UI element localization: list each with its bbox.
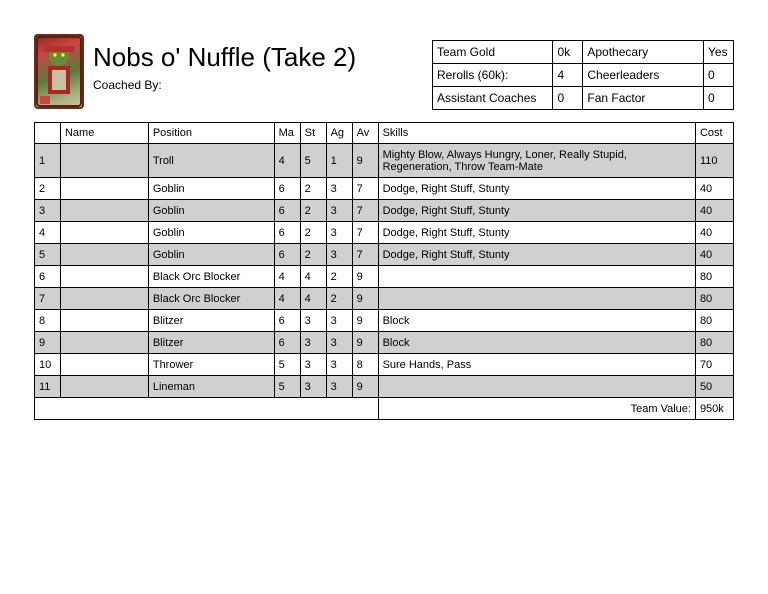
- cell-name: [60, 178, 148, 200]
- info-label: Fan Factor: [583, 87, 704, 110]
- table-row: [35, 332, 734, 354]
- cell-ma: 4: [274, 144, 300, 178]
- cell-cost: 80: [695, 266, 733, 288]
- header-ma: Ma: [274, 123, 300, 144]
- cell-cost: 40: [695, 200, 733, 222]
- cell-ag: 3: [326, 310, 352, 332]
- coached-by-label: Coached By:: [93, 78, 162, 92]
- table-row: [35, 354, 734, 376]
- cell-position: Black Orc Blocker: [148, 266, 274, 288]
- cell-position: Blitzer: [148, 332, 274, 354]
- cell-av: 9: [352, 332, 378, 354]
- cell-num: 11: [35, 376, 61, 398]
- team-value: 950k: [695, 398, 733, 420]
- cell-position: Thrower: [148, 354, 274, 376]
- cell-name: [60, 266, 148, 288]
- cell-ma: 6: [274, 310, 300, 332]
- header-av: Av: [352, 123, 378, 144]
- cell-ag: 1: [326, 144, 352, 178]
- cell-cost: 50: [695, 376, 733, 398]
- header-cost: Cost: [695, 123, 733, 144]
- cell-cost: 40: [695, 244, 733, 266]
- cell-ma: 6: [274, 244, 300, 266]
- cell-cost: 40: [695, 222, 733, 244]
- table-row: [35, 288, 734, 310]
- cell-ma: 5: [274, 376, 300, 398]
- cell-num: 5: [35, 244, 61, 266]
- cell-ag: 3: [326, 222, 352, 244]
- cell-st: 3: [300, 354, 326, 376]
- cell-skills: Mighty Blow, Always Hungry, Loner, Really Stupid, Regeneration, Throw Team-Mate: [378, 144, 695, 178]
- footer-spacer: [35, 398, 379, 420]
- table-row: [35, 310, 734, 332]
- cell-num: 2: [35, 178, 61, 200]
- cell-skills: Block: [378, 332, 695, 354]
- info-value: 0k: [553, 41, 583, 64]
- header-num: [35, 123, 61, 144]
- cell-num: 3: [35, 200, 61, 222]
- cell-cost: 80: [695, 288, 733, 310]
- cell-name: [60, 354, 148, 376]
- cell-name: [60, 288, 148, 310]
- info-value: 0: [704, 64, 734, 87]
- header-ag: Ag: [326, 123, 352, 144]
- header-position: Position: [148, 123, 274, 144]
- cell-name: [60, 222, 148, 244]
- table-row: [35, 222, 734, 244]
- cell-skills: Dodge, Right Stuff, Stunty: [378, 178, 695, 200]
- info-value: 0: [704, 87, 734, 110]
- team-name: Nobs o' Nuffle (Take 2): [93, 42, 357, 72]
- info-label: Rerolls (60k):: [433, 64, 553, 87]
- cell-position: Troll: [148, 144, 274, 178]
- cell-ma: 4: [274, 266, 300, 288]
- cell-av: 7: [352, 222, 378, 244]
- cell-st: 2: [300, 178, 326, 200]
- cell-skills: Sure Hands, Pass: [378, 354, 695, 376]
- cell-av: 9: [352, 310, 378, 332]
- cell-name: [60, 310, 148, 332]
- cell-position: Goblin: [148, 244, 274, 266]
- info-row: [433, 64, 734, 87]
- cell-cost: 80: [695, 332, 733, 354]
- orc-logo-icon: [34, 34, 84, 109]
- info-label: Team Gold: [433, 41, 553, 64]
- cell-name: [60, 144, 148, 178]
- team-value-row: [35, 398, 734, 420]
- cell-av: 9: [352, 266, 378, 288]
- table-row: [35, 266, 734, 288]
- cell-st: 2: [300, 244, 326, 266]
- cell-ag: 3: [326, 332, 352, 354]
- cell-num: 7: [35, 288, 61, 310]
- roster-table: [34, 122, 734, 420]
- cell-position: Goblin: [148, 178, 274, 200]
- cell-ag: 3: [326, 244, 352, 266]
- info-row: [433, 87, 734, 110]
- cell-ag: 3: [326, 376, 352, 398]
- cell-num: 9: [35, 332, 61, 354]
- cell-skills: Dodge, Right Stuff, Stunty: [378, 200, 695, 222]
- cell-av: 7: [352, 200, 378, 222]
- cell-cost: 80: [695, 310, 733, 332]
- table-row: [35, 376, 734, 398]
- cell-av: 9: [352, 376, 378, 398]
- table-row: [35, 178, 734, 200]
- info-label: Assistant Coaches: [433, 87, 553, 110]
- team-value-label: Team Value:: [378, 398, 695, 420]
- cell-name: [60, 376, 148, 398]
- info-value: 4: [553, 64, 583, 87]
- cell-position: Blitzer: [148, 310, 274, 332]
- cell-num: 1: [35, 144, 61, 178]
- cell-ma: 5: [274, 354, 300, 376]
- cell-position: Goblin: [148, 222, 274, 244]
- table-row: [35, 144, 734, 178]
- header-skills: Skills: [378, 123, 695, 144]
- cell-skills: Dodge, Right Stuff, Stunty: [378, 244, 695, 266]
- cell-skills: [378, 376, 695, 398]
- cell-st: 3: [300, 332, 326, 354]
- team-info-table: [432, 40, 734, 110]
- cell-ma: 6: [274, 222, 300, 244]
- cell-ag: 3: [326, 178, 352, 200]
- cell-st: 5: [300, 144, 326, 178]
- info-row: [433, 41, 734, 64]
- cell-st: 2: [300, 200, 326, 222]
- table-row: [35, 244, 734, 266]
- cell-position: Goblin: [148, 200, 274, 222]
- cell-ma: 6: [274, 332, 300, 354]
- cell-st: 2: [300, 222, 326, 244]
- info-label: Cheerleaders: [583, 64, 704, 87]
- cell-av: 8: [352, 354, 378, 376]
- cell-ma: 6: [274, 200, 300, 222]
- cell-st: 3: [300, 310, 326, 332]
- cell-num: 10: [35, 354, 61, 376]
- cell-ag: 3: [326, 200, 352, 222]
- cell-name: [60, 200, 148, 222]
- cell-av: 9: [352, 144, 378, 178]
- info-label: Apothecary: [583, 41, 704, 64]
- cell-skills: [378, 266, 695, 288]
- cell-position: Black Orc Blocker: [148, 288, 274, 310]
- cell-skills: Block: [378, 310, 695, 332]
- cell-ag: 3: [326, 354, 352, 376]
- roster-header-row: [35, 123, 734, 144]
- cell-st: 4: [300, 266, 326, 288]
- cell-av: 9: [352, 288, 378, 310]
- info-value: 0: [553, 87, 583, 110]
- cell-ag: 2: [326, 266, 352, 288]
- cell-skills: [378, 288, 695, 310]
- cell-num: 6: [35, 266, 61, 288]
- cell-num: 4: [35, 222, 61, 244]
- cell-av: 7: [352, 178, 378, 200]
- team-logo: [34, 34, 84, 109]
- info-value: Yes: [704, 41, 734, 64]
- cell-cost: 110: [695, 144, 733, 178]
- table-row: [35, 200, 734, 222]
- cell-cost: 70: [695, 354, 733, 376]
- cell-name: [60, 244, 148, 266]
- cell-cost: 40: [695, 178, 733, 200]
- cell-st: 4: [300, 288, 326, 310]
- cell-position: Lineman: [148, 376, 274, 398]
- cell-ma: 6: [274, 178, 300, 200]
- header-st: St: [300, 123, 326, 144]
- cell-num: 8: [35, 310, 61, 332]
- cell-ma: 4: [274, 288, 300, 310]
- cell-skills: Dodge, Right Stuff, Stunty: [378, 222, 695, 244]
- cell-av: 7: [352, 244, 378, 266]
- cell-name: [60, 332, 148, 354]
- cell-ag: 2: [326, 288, 352, 310]
- header-name: Name: [60, 123, 148, 144]
- cell-st: 3: [300, 376, 326, 398]
